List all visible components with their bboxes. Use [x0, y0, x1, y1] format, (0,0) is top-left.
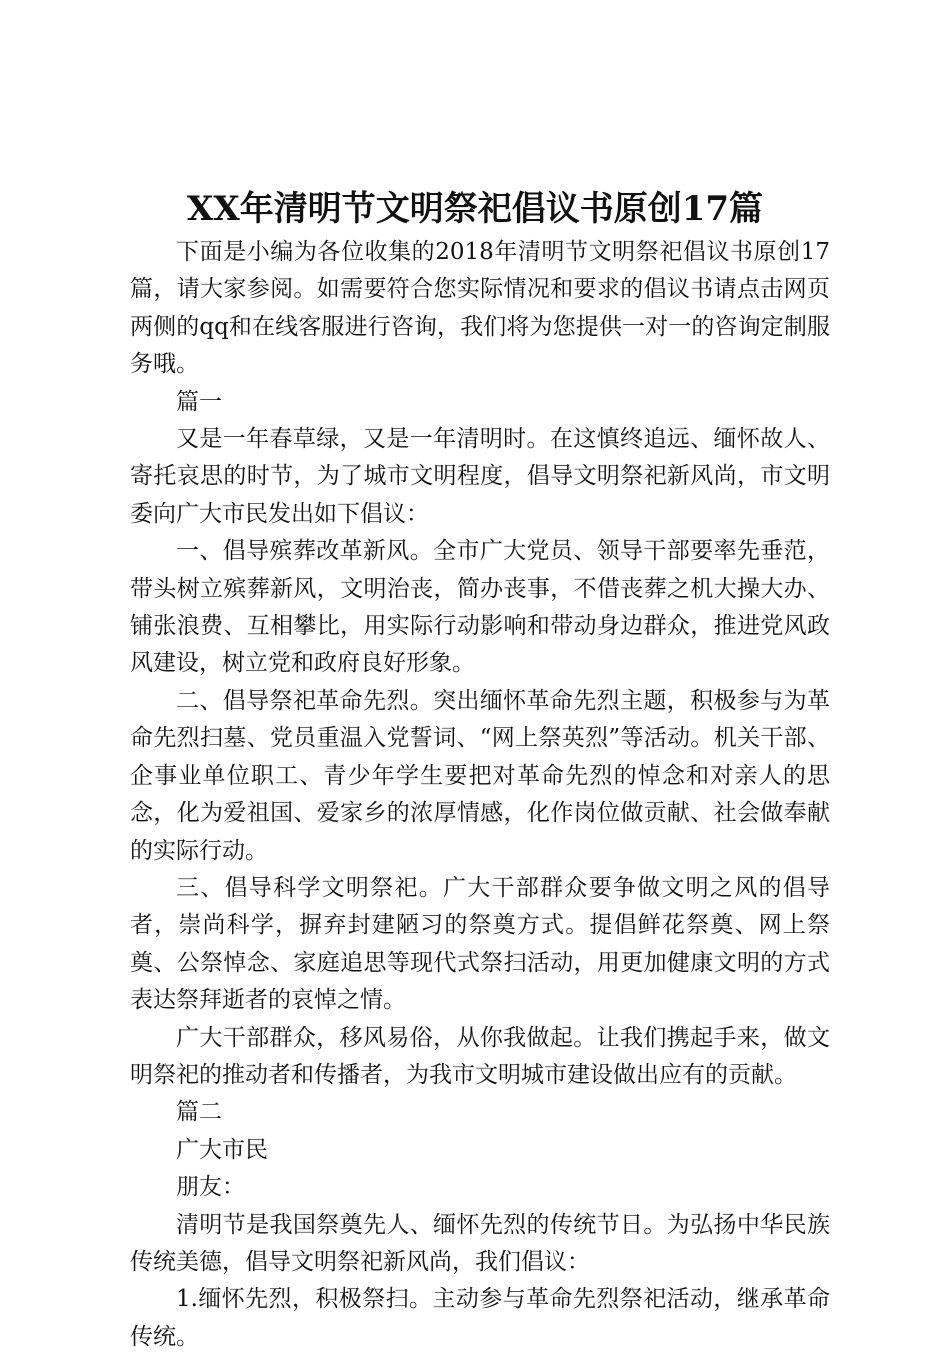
paragraph: 1.缅怀先烈，积极祭扫。主动参与革命先烈祭祀活动，继承革命传统。: [130, 1286, 830, 1350]
paragraph-intro: 下面是小编为各位收集的2018年清明节文明祭祀倡议书原创17篇，请大家参阅。如需要符合您实际情况和要求的倡议书请点击网页两侧的qq和在线客服进行咨询，我们将为您提供一对一的咨询定制服务哦。: [130, 239, 830, 378]
paragraph: 一、倡导殡葬改革新风。全市广大党员、领导干部要率先垂范，带头树立殡葬新风，文明治丧，简办丧事，不借丧葬之机大操大办、铺张浪费、互相攀比，用实际行动影响和带动身边群众，推进党风政风建设，树立党和政府良好形象。: [130, 538, 830, 677]
paragraph: 广大市民: [176, 1136, 268, 1163]
paragraph: 广大干部群众，移风易俗，从你我做起。让我们携起手来，做文明祭祀的推动者和传播者，为我市文明城市建设做出应有的贡献。: [130, 1024, 830, 1088]
paragraph: 清明节是我国祭奠先人、缅怀先烈的传统节日。为弘扬中华民族传统美德，倡导文明祭祀新风尚，我们倡议：: [130, 1211, 830, 1275]
paragraph: 又是一年春草绿，又是一年清明时。在这慎终追远、缅怀故人、寄托哀思的时节，为了城市文明程度，倡导文明祭祀新风尚，市文明委向广大市民发出如下倡议：: [130, 426, 830, 527]
section-heading-2: 篇二: [176, 1099, 222, 1126]
document-body: [130, 234, 830, 1356]
paragraph: 朋友：: [176, 1174, 245, 1201]
document-title: XX年清明节文明祭祀倡议书原创17篇: [186, 189, 764, 229]
section-heading-1: 篇一: [176, 388, 222, 415]
paragraph: 二、倡导祭祀革命先烈。突出缅怀革命先烈主题，积极参与为革命先烈扫墓、党员重温入党誓词、“网上祭英烈”等活动。机关干部、企事业单位职工、青少年学生要把对革命先烈的悼念和对亲人的思念，化为爱祖国、爱家乡的浓厚情感，化作岗位做贡献、社会做奉献的实际行动。: [130, 687, 830, 864]
paragraph: 三、倡导科学文明祭祀。广大干部群众要争做文明之风的倡导者，崇尚科学，摒弃封建陋习的祭奠方式。提倡鲜花祭奠、网上祭奠、公祭悼念、家庭追思等现代式祭扫活动，用更加健康文明的方式表达祭拜逝者的哀悼之情。: [130, 874, 830, 1014]
